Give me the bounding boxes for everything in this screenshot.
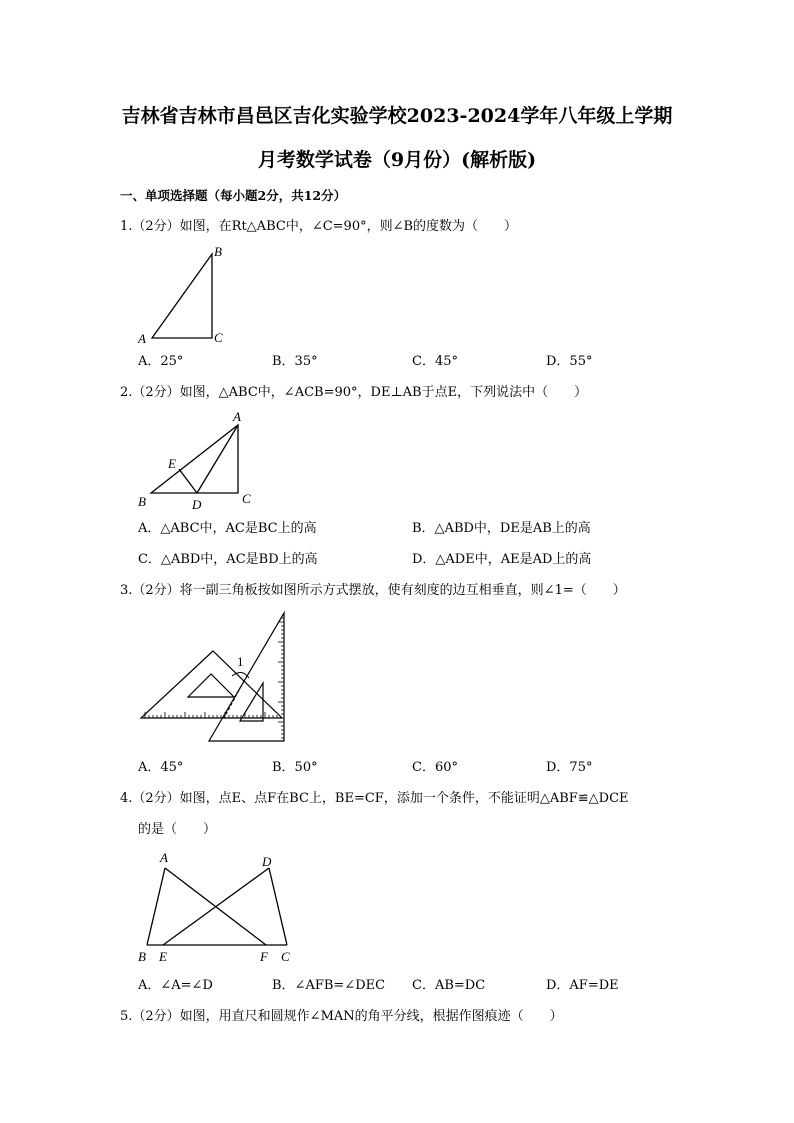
- question-3-option-a: A．45°: [138, 760, 184, 775]
- question-1-option-d: D．55°: [546, 354, 593, 369]
- q4-label-c: C: [281, 949, 290, 964]
- q2-label-d: D: [192, 497, 202, 512]
- document-title-line1: 吉林省吉林市昌邑区吉化实验学校2023-2024学年八年级上学期: [121, 105, 673, 127]
- q4-label-f: F: [260, 949, 268, 964]
- q4-label-d: D: [262, 854, 272, 869]
- question-2-option-c: C．△ABD中，AC是BD上的高: [138, 552, 318, 567]
- question-5-stem: 5.（2分）如图，用直尺和圆规作∠MAN的角平分线，根据作图痕迹（ ）: [120, 1009, 563, 1024]
- question-2-option-b: B．△ABD中，DE是AB上的高: [412, 521, 591, 536]
- question-4-stem-line2: 的是（ ）: [138, 822, 217, 837]
- question-1-option-a: A．25°: [138, 354, 184, 369]
- q1-label-b: B: [214, 244, 222, 259]
- question-4-option-c: C．AB=DC: [412, 978, 486, 993]
- question-2-stem: 2.（2分）如图，△ABC中，∠ACB=90°，DE⊥AB于点E，下列说法中（ ）: [120, 385, 588, 400]
- q4-label-b: B: [138, 949, 146, 964]
- question-1-option-b: B．35°: [272, 354, 318, 369]
- question-2-option-a: A．△ABC中，AC是BC上的高: [138, 521, 317, 536]
- q2-label-b: B: [138, 494, 146, 509]
- question-3-stem: 3.（2分）将一副三角板按如图所示方式摆放，使有刻度的边互相垂直，则∠1=（ ）: [120, 583, 626, 598]
- question-3-option-b: B．50°: [272, 760, 318, 775]
- question-2-option-d: D．△ADE中，AE是AD上的高: [412, 552, 592, 567]
- question-1-option-c: C．45°: [412, 354, 458, 369]
- q4-label-a: A: [160, 850, 168, 865]
- q1-label-a: A: [138, 331, 146, 346]
- question-3-option-d: D．75°: [546, 760, 593, 775]
- q2-label-e: E: [168, 456, 176, 471]
- question-4-option-d: D．AF=DE: [546, 978, 619, 993]
- question-4-option-b: B．∠AFB=∠DEC: [272, 978, 386, 993]
- q2-label-c: C: [242, 491, 251, 506]
- section-header: 一、单项选择题（每小题2分，共12分）: [120, 188, 347, 203]
- q3-label-angle1: 1: [237, 654, 244, 669]
- question-1-stem: 1.（2分）如图，在Rt△ABC中，∠C=90°，则∠B的度数为（ ）: [120, 219, 518, 234]
- question-4-stem-line1: 4.（2分）如图，点E、点F在BC上，BE=CF，添加一个条件，不能证明△ABF≌△DCE: [120, 791, 629, 806]
- q1-label-c: C: [214, 330, 223, 345]
- q2-label-a: A: [233, 409, 241, 424]
- question-4-option-a: A．∠A=∠D: [138, 978, 213, 993]
- q4-label-e: E: [159, 949, 167, 964]
- document-title-line2: 月考数学试卷（9月份）(解析版): [257, 149, 537, 171]
- question-3-option-c: C．60°: [412, 760, 458, 775]
